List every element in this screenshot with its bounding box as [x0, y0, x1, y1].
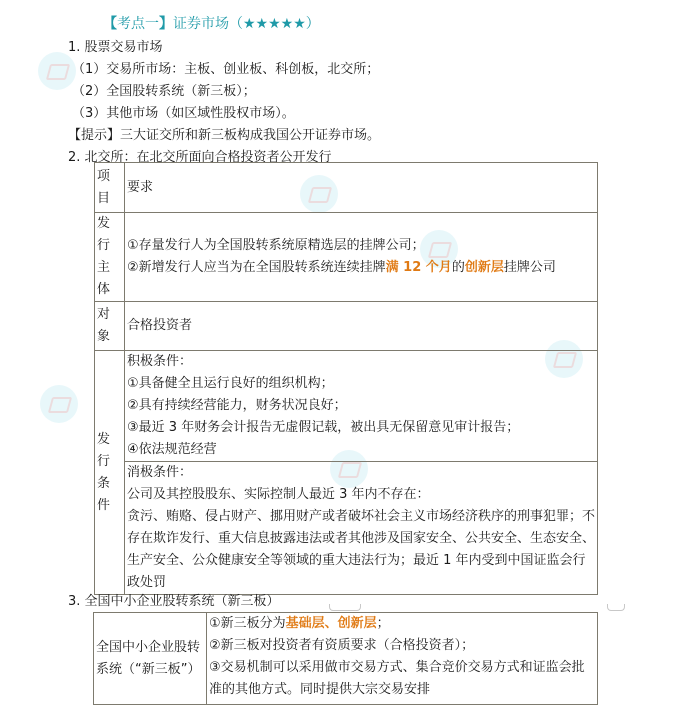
row-value-issuer	[125, 213, 598, 302]
highlight-tiers: 基础层、创新层	[285, 616, 377, 631]
section1-item: （2）全国股转系统（新三板）；	[72, 84, 256, 99]
negative-conditions-cell	[125, 462, 598, 595]
positive-label: 积极条件：	[127, 354, 193, 369]
neeq-value-cell	[207, 613, 598, 705]
positive-item: ③最近 3 年财务会计报告无虚假记载，被出具无保留意见审计报告；	[127, 420, 520, 435]
negative-label: 消极条件：	[127, 465, 193, 480]
page-margin-mark	[329, 604, 361, 611]
watermark-logo-icon	[40, 385, 78, 423]
neeq-item: ②新三板对投资者有资质要求（合格投资者）；	[209, 638, 475, 653]
positive-conditions-cell	[125, 351, 598, 462]
title-text: 证券市场（★★★★★）	[173, 16, 320, 32]
table-row	[94, 613, 598, 705]
positive-item: ①具备健全且运行良好的组织机构；	[127, 376, 334, 391]
row-key-conditions: 发行条件	[95, 351, 125, 595]
highlight-innovation-tier: 创新层	[464, 260, 504, 275]
row-key-target: 对象	[95, 302, 125, 351]
neeq-key-cell: 全国中小企业股转系统（“新三板”）	[94, 613, 207, 705]
table-row	[95, 462, 598, 595]
negative-text: 贪污、贿赂、侵占财产、挪用财产或者破坏社会主义市场经济秩序的刑事犯罪；不存在欺诈发行、重大信息披露违法或者其他涉及国家安全、公共安全、生态安全、生产安全、公众健康安全等领域的重大违法行为；最近 1 年内受到中国证监会行政处罚	[127, 509, 596, 590]
header-item-cell: 项目	[95, 163, 125, 213]
title-bracket-close: 】	[159, 16, 173, 32]
header-requirement-cell: 要求	[125, 163, 598, 213]
highlight-12-months: 满 12 个月	[385, 260, 452, 275]
positive-item: ④依法规范经营	[127, 442, 217, 457]
section1-tip: 【提示】三大证交所和新三板构成我国公开证券市场。	[68, 128, 381, 143]
row-key-issuer: 发行主体	[95, 213, 125, 302]
row-value-target: 合格投资者	[125, 302, 598, 351]
negative-intro: 公司及其控股股东、实际控制人最近 3 年内不存在：	[127, 487, 430, 502]
table-header-row	[95, 163, 598, 213]
beijing-exchange-table	[94, 162, 598, 595]
neeq-item: ①新三板分为基础层、创新层；	[209, 616, 390, 631]
neeq-item: ③交易机制可以采用做市交易方式、集合竞价交易方式和证监会批准的其他方式。同时提供大宗交易安排	[209, 660, 585, 697]
section1-title: 1. 股票交易市场	[68, 40, 163, 55]
section1-item: （3）其他市场（如区域性股权市场）。	[72, 106, 295, 121]
section2-title: 2. 北交所：在北交所面向合格投资者公开发行	[68, 150, 332, 165]
neeq-table	[93, 612, 598, 705]
table-row	[95, 213, 598, 302]
issuer-line-2: ②新增发行人应当为在全国股转系统连续挂牌满 12 个月的创新层挂牌公司	[127, 260, 556, 275]
table-row	[95, 302, 598, 351]
page-title	[103, 14, 320, 34]
section3-title: 3. 全国中小企业股转系统（新三板）	[68, 594, 280, 609]
page-margin-mark	[607, 604, 625, 611]
title-tag: 考点一	[117, 16, 159, 32]
positive-item: ②具有持续经营能力，财务状况良好；	[127, 398, 347, 413]
issuer-line-1: ①存量发行人为全国股转系统原精选层的挂牌公司；	[127, 238, 425, 253]
title-bracket-open: 【	[103, 16, 117, 32]
section1-item: （1）交易所市场：主板、创业板、科创板，北交所；	[72, 62, 380, 77]
table-row	[95, 351, 598, 462]
